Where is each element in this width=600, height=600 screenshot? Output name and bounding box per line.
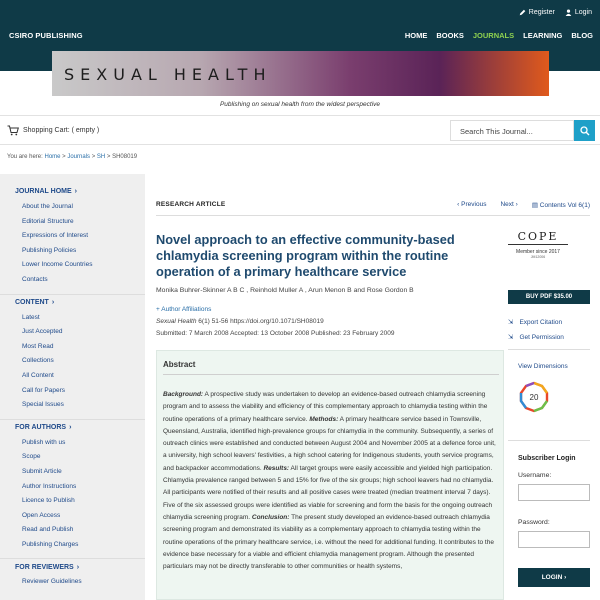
dimensions-score: 20 [529, 393, 539, 402]
results-label: Results: [263, 464, 290, 472]
methods-label: Methods: [309, 415, 339, 423]
cart-icon [7, 125, 19, 136]
sidebar-item[interactable]: Call for Papers [22, 386, 65, 394]
sidebar-item[interactable]: All Content [22, 371, 54, 379]
chevron-right-icon: › [74, 188, 77, 195]
sidebar-item[interactable]: Lower Income Countries [22, 261, 93, 269]
sidebar-item[interactable]: Special Issues [22, 401, 64, 409]
sidebar-item[interactable]: Editorial Structure [22, 217, 74, 225]
password-field[interactable] [518, 531, 590, 548]
chevron-right-icon: › [51, 299, 55, 307]
sidebar-item[interactable]: Licence to Publish [22, 497, 75, 505]
contents-link[interactable]: ▤ Contents Vol 6(1) [531, 202, 590, 209]
main-nav [405, 31, 593, 40]
journal-tagline: Publishing on sexual health from the widest perspective [219, 101, 381, 108]
export-icon: ⇲ [508, 319, 514, 326]
citation-journal: Sexual Health [156, 318, 197, 325]
cope-id: JM12006 [530, 255, 546, 259]
nav-blog[interactable]: BLOG [571, 31, 593, 40]
login-link[interactable]: Login [565, 9, 592, 16]
export-citation-link[interactable]: ⇲ Export Citation [508, 318, 563, 326]
sidebar-item[interactable]: Most Read [22, 342, 54, 350]
abstract-panel [156, 350, 504, 600]
sidebar-item[interactable]: About the Journal [22, 203, 73, 210]
sidebar-item[interactable]: Scope [22, 453, 41, 461]
password-label: Password: [518, 519, 550, 526]
get-permission-link[interactable]: ⇲ Get Permission [508, 333, 564, 341]
citation [156, 318, 324, 325]
sidebar-item[interactable]: Read and Publish [22, 526, 74, 534]
sidebar-item[interactable]: Submit Article [22, 467, 62, 475]
shopping-cart[interactable] [7, 125, 99, 136]
background-label: Background: [163, 391, 204, 398]
search-input[interactable]: Search This Journal... [450, 120, 574, 141]
sidebar-item[interactable]: Author Instructions [22, 482, 77, 490]
sidebar [0, 174, 145, 600]
breadcrumb-current: SH08019 [112, 154, 138, 160]
sidebar-content[interactable]: CONTENT › [0, 294, 145, 311]
cope-badge[interactable] [508, 230, 568, 280]
search-icon [580, 126, 590, 136]
sidebar-item[interactable]: Contacts [22, 275, 48, 283]
breadcrumb: You are here: Home > Journals > SH > SH08019 [7, 154, 138, 160]
previous-link[interactable]: ‹ Previous [457, 201, 487, 208]
register-link[interactable]: Register [519, 9, 555, 16]
nav-learning[interactable]: LEARNING [523, 31, 563, 40]
sidebar-item[interactable]: Reviewer Guidelines [22, 578, 82, 586]
sidebar-for-authors[interactable]: FOR AUTHORS › [0, 419, 145, 436]
chevron-right-icon: › [69, 424, 72, 432]
author-affiliations-toggle[interactable]: + Author Affiliations [156, 306, 212, 313]
search-button[interactable] [574, 120, 595, 141]
dimensions-badge[interactable] [518, 381, 550, 413]
breadcrumb-sh[interactable]: SH [96, 154, 106, 160]
banner-title: SEXUAL HEALTH [64, 65, 272, 84]
article-toolbar [156, 201, 590, 208]
pencil-icon [519, 9, 526, 16]
sidebar-item[interactable]: Open Access [22, 511, 61, 519]
journal-banner[interactable] [52, 51, 549, 96]
sidebar-journal-home[interactable]: JOURNAL HOME › [15, 188, 77, 195]
sidebar-for-reviewers[interactable]: FOR REVIEWERS › [0, 558, 145, 575]
right-divider [508, 440, 590, 441]
article-dates: Submitted: 7 March 2008 Accepted: 13 October 2008 Published: 23 February 2009 [156, 330, 395, 337]
permission-icon: ⇲ [508, 334, 514, 341]
nav-books[interactable]: BOOKS [436, 31, 464, 40]
cart-search-bar [0, 115, 600, 145]
username-label: Username: [518, 472, 552, 479]
sidebar-item[interactable]: Expressions of Interest [22, 232, 89, 240]
cope-since: Member since 2017 [516, 249, 560, 255]
sidebar-item[interactable]: Publishing Policies [22, 246, 77, 254]
chevron-right-icon: › [513, 201, 518, 208]
sidebar-item[interactable]: Collections [22, 357, 54, 365]
view-dimensions-label: View Dimensions [518, 363, 568, 370]
article-title: Novel approach to an effective community-based chlamydia screening program within the routine operation of a primary healthcare service [156, 232, 455, 279]
right-divider [508, 349, 590, 350]
toolbar-divider [156, 215, 590, 216]
abstract-heading: Abstract [163, 360, 196, 369]
sidebar-item[interactable]: Publish with us [22, 438, 66, 446]
breadcrumb-home[interactable]: Home [44, 154, 61, 160]
cart-label: Shopping Cart: ( empty ) [23, 127, 100, 134]
cope-logo: COPE [508, 230, 568, 245]
chevron-left-icon: ‹ [457, 201, 462, 208]
breadcrumb-journals[interactable]: Journals [67, 154, 91, 160]
sidebar-item[interactable]: Publishing Charges [22, 540, 79, 548]
citation-details[interactable]: 6(1) 51-56 https://doi.org/10.1071/SH08019 [196, 318, 324, 325]
user-icon [565, 9, 572, 16]
chevron-right-icon: › [76, 563, 80, 571]
username-field[interactable] [518, 484, 590, 501]
conclusion-label: Conclusion: [251, 513, 290, 521]
login-button[interactable]: LOGIN › [518, 568, 590, 587]
login-heading: Subscriber Login [518, 455, 576, 462]
article-authors[interactable]: Monika Buhrer-Skinner A B C , Reinhold Muller A , Arun Menon B and Rose Gordon B [156, 287, 414, 294]
sidebar-item[interactable]: Latest [22, 313, 40, 321]
sidebar-item[interactable]: Just Accepted [22, 328, 63, 336]
article-type: RESEARCH ARTICLE [156, 201, 226, 208]
document-icon: ▤ [531, 202, 540, 209]
article-nav [457, 201, 590, 209]
utility-links [519, 9, 592, 16]
nav-journals[interactable]: JOURNALS [472, 31, 515, 40]
brand-logo[interactable]: CSIRO PUBLISHING [9, 31, 83, 40]
buy-pdf-button[interactable]: BUY PDF $35.00 [508, 290, 590, 304]
abstract-text: Background: A prospective study was undertaken to develop an evidence-based outreach chlamydia screening program and to assess the viability and efficiency of this complementary approach to chlamydia testing within the routine operations of a primary healthcare service. Methods: A primary healthcare service based in Townsville, Queensland, Australia, identified high-prevalence groups for chlamydia in the community. Subsequently, a series of outreach clinics were established and conducted between August 2004 and November 2005 at a defence force unit, a university, high school leavers' festivities, a high school catering for Indigenous students, youth service programs, and backpacker accommodations. Results: All target groups were easily accessible and yielded high participation. Chlamydia prevalence ranged between 5 and 15% for five of the six groups; high school leavers had no chlamydia. All participants were notified of their results and all positive cases were treated (median treatment interval 7 days). Five of the six assessed groups were identified as viable for screening and form the basis for the ongoing outreach chlamydia screening program. Conclusion: The present study developed an evidence-based outreach chlamydia screening program and demonstrated its viability as a complementary approach to chlamydia testing within the routine operations of the primary healthcare service, i.e. without the need for additional funding. It contributes to the evidence base necessary for a viable and efficient chlamydia management program. Although the presented particulars may not be directly transferable to other communities or health systems, [163, 391, 496, 571]
nav-home[interactable]: HOME [404, 31, 428, 40]
next-link[interactable]: Next › [500, 201, 518, 208]
abstract-divider [163, 374, 499, 375]
